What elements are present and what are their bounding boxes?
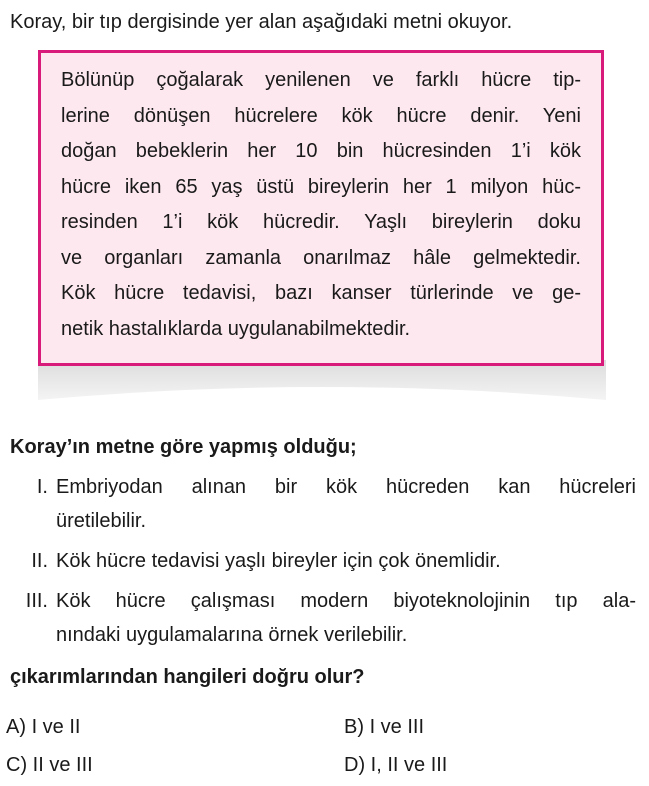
option-a[interactable] — [6, 712, 80, 742]
statement-text: nındaki uygulamalarına örnek verilebilir. — [56, 624, 408, 646]
passage-line: Kök hücre tedavisi, bazı kanser türlerinde ve ge- — [61, 282, 581, 304]
passage-line: hücre iken 65 yaş üstü bireylerin her 1 milyon hüc- — [61, 175, 581, 198]
option-letter: A) — [6, 716, 26, 738]
passage-shadow — [38, 360, 606, 400]
option-c[interactable] — [6, 750, 93, 780]
option-d[interactable] — [344, 750, 447, 780]
statement-1 — [0, 472, 649, 502]
statement-1-continued — [0, 506, 649, 536]
option-b[interactable] — [344, 712, 424, 742]
statement-number: I. — [36, 476, 48, 498]
option-letter: C) — [6, 754, 28, 776]
passage-line: lerine dönüşen hücrelere kök hücre denir. Yeni — [61, 104, 581, 127]
option-letter: B) — [344, 716, 364, 738]
statement-text: Kök hücre tedavisi yaşlı bireyler için çok önemlidir. — [56, 550, 501, 572]
passage-line: Bölünüp çoğalarak yenilenen ve farklı hücre tip- — [61, 69, 581, 91]
statement-text: Embriyodan alınan bir kök hücreden kan hücreleri — [56, 476, 636, 498]
statement-text: üretilebilir. — [56, 510, 147, 532]
option-text: II ve III — [32, 754, 93, 776]
statement-number: II. — [31, 550, 48, 572]
passage-line: ve organları zamanla onarılmaz hâle gelmektedir. — [61, 246, 581, 269]
option-letter: D) — [344, 754, 366, 776]
question-prompt: çıkarımlarından hangileri doğru olur? — [10, 666, 365, 688]
passage-line: netik hastalıklarda uygulanabilmektedir. — [61, 317, 411, 340]
option-text: I, II ve III — [370, 754, 448, 776]
passage-box — [38, 50, 604, 366]
statement-number: III. — [25, 590, 48, 612]
statement-text: Kök hücre çalışması modern biyoteknolojinin tıp ala- — [56, 590, 636, 612]
statement-3-continued — [0, 620, 649, 650]
statement-3 — [0, 586, 649, 616]
option-text: I ve II — [31, 716, 81, 738]
statement-2 — [0, 546, 649, 576]
intro-text: Koray, bir tıp dergisinde yer alan aşağıdaki metni okuyor. — [10, 11, 513, 33]
passage-line: resinden 1’i kök hücredir. Yaşlı bireylerin doku — [61, 211, 581, 233]
question-title: Koray’ın metne göre yapmış olduğu; — [10, 436, 357, 458]
option-text: I ve III — [369, 716, 425, 738]
passage-line: doğan bebeklerin her 10 bin hücresinden 1’i kök — [61, 140, 581, 162]
